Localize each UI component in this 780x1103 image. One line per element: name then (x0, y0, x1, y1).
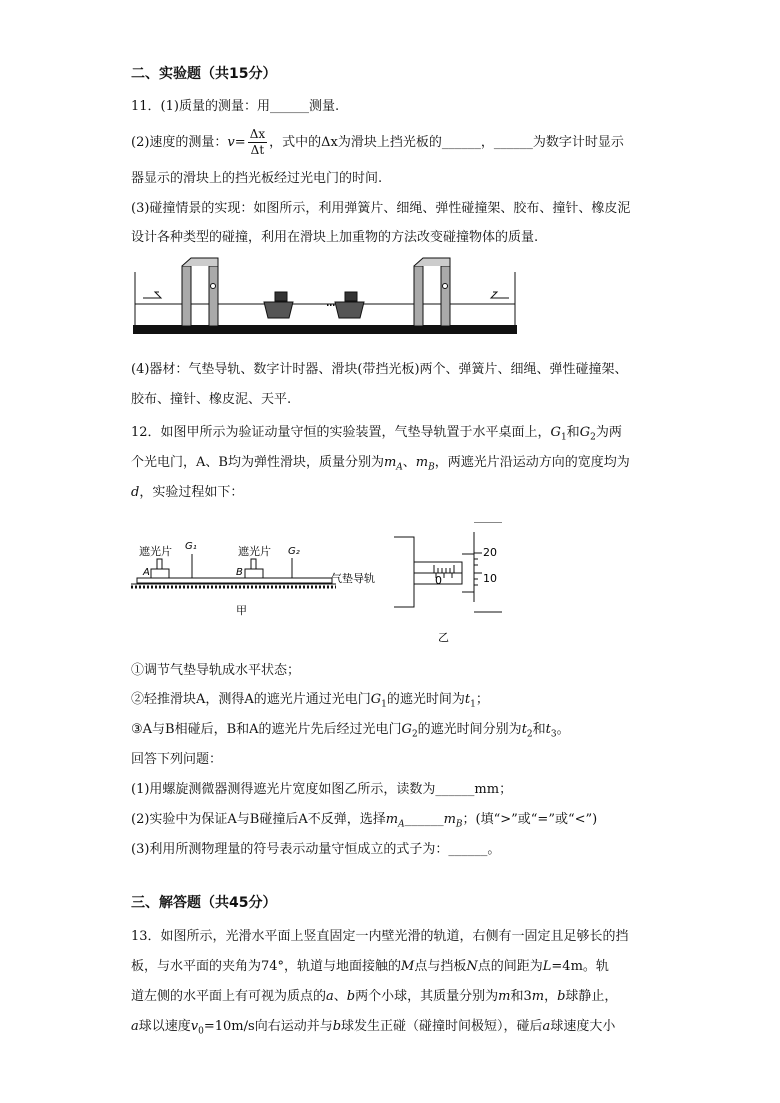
q13-l2d: =4m。轨 (551, 959, 609, 974)
q11-line-6: (4)器材：气垫导轨、数字计时器、滑块(带挡光板)两个、弹簧片、细绳、弹性碰撞架、 (131, 362, 628, 377)
q12-step-1: ①调节气垫导轨成水平状态； (131, 663, 301, 678)
q11-line-1: 11．(1)质量的测量：用______测量. (131, 99, 340, 114)
q12-step-3 (131, 721, 651, 744)
var-d: d (131, 485, 140, 500)
var-mb-a2: m (443, 812, 456, 827)
micrometer-frame (394, 537, 414, 607)
q13-l2c: 点的间距为 (477, 959, 543, 974)
s2a: ②轻推滑块A，测得A的遮光片通过光电门 (131, 692, 371, 707)
fraction-denominator: Δt (250, 143, 265, 157)
q13-l3e: ， (544, 989, 558, 1004)
var-b2: b (557, 989, 566, 1004)
slider-right (335, 292, 364, 318)
q12-l1a: 12．如图甲所示为验证动量守恒的实验装置，气垫导轨置于水平桌面上， (131, 425, 551, 440)
sleeve-label-0: 0 (435, 574, 442, 587)
q13-l2a: 板，与水平面的夹角为74°，轨道与地面接触的 (131, 959, 402, 974)
q12-answer-2 (131, 811, 651, 834)
q12-l3: ，实验过程如下： (139, 485, 244, 500)
q13-l3a: 道左侧的水平面上有可视为质点的 (131, 989, 327, 1004)
label-b: B (236, 567, 243, 578)
answer-blank[interactable]: ______ (404, 812, 444, 827)
var-g1: G (550, 425, 561, 440)
var-v0: v (190, 1019, 199, 1034)
q12-step-2 (131, 691, 651, 714)
air-track-collision-figure (131, 254, 523, 340)
thimble-label-10: 10 (483, 572, 497, 585)
q11-line-5: 设计各种类型的碰撞，利用在滑块上加重物的方法改变碰撞物体的质量. (131, 230, 539, 245)
eq-sign: = (234, 135, 246, 150)
slider-b (245, 559, 263, 578)
var-ma: m (383, 455, 397, 470)
caption-jia: 甲 (236, 604, 247, 617)
thimble-label-20: 20 (483, 546, 497, 559)
q11-line-7: 胶布、撞针、橡皮泥、天平. (131, 392, 292, 407)
label-shield-b: 遮光片 (238, 545, 271, 558)
a2b: ；(填“>”或“=”或“<”) (462, 812, 598, 827)
q13-l4b: =10m/s向右运动并与 (203, 1019, 333, 1034)
var-t1: t (464, 692, 471, 707)
q12-l1b: 为两 (595, 425, 622, 440)
var-n-point: N (466, 959, 478, 974)
q12-line-1 (131, 424, 651, 447)
figure-yi-micrometer (394, 522, 514, 646)
label-a: A (143, 567, 150, 578)
var-g2-s3: G (401, 722, 412, 737)
section-3-title: 三、解答题（共45分） (131, 895, 277, 911)
q12-answer-3: (3)利用所测物理量的符号表示动量守恒成立的式子为：______。 (131, 842, 501, 857)
var-m: m (498, 989, 511, 1004)
t1-sub: 1 (470, 699, 476, 710)
q12-line-2 (131, 454, 651, 477)
ma-sub-a2: A (398, 819, 405, 830)
mb-subscript: B (428, 462, 435, 473)
thimble-ticks (474, 553, 482, 585)
q11-l2b: ，式中的Δx为滑块上挡光板的______，______为数字计时显示 (269, 135, 624, 150)
var-m2: m (531, 989, 545, 1004)
s2b: 的遮光时间为 (386, 692, 465, 707)
q13-l4c: 球发生正碰（碰撞时间极短），碰后 (341, 1019, 543, 1034)
slider-a (151, 559, 169, 578)
t2-sub: 2 (526, 729, 533, 740)
var-ma-a2: m (385, 812, 399, 827)
var-a: a (326, 989, 334, 1004)
label-g1: G₁ (185, 541, 197, 552)
label-air-track: 气垫导轨 (331, 572, 375, 585)
var-mb: m (415, 455, 429, 470)
section-2-title: 二、实验题（共15分） (131, 66, 277, 82)
t3-sub: 3 (550, 729, 557, 740)
air-track-rail (137, 578, 332, 583)
q13-l3f: 球静止， (565, 989, 618, 1004)
q13-line-2 (131, 958, 651, 975)
q12-l2b: ，两遮光片沿运动方向的宽度均为 (434, 455, 630, 470)
q13-l2b: 点与挡板 (414, 959, 467, 974)
var-a4: a (542, 1019, 551, 1034)
q11-line-2 (131, 126, 651, 160)
g2-subscript: 2 (590, 432, 596, 443)
q13-l3d: 和3 (510, 989, 532, 1004)
s2c: ； (475, 692, 489, 707)
var-t3: t (545, 722, 551, 737)
s3-and: 和 (532, 722, 546, 737)
q12-line-3 (131, 484, 651, 501)
q13-l3b: 、 (333, 989, 347, 1004)
slider-left (264, 292, 293, 318)
a2a: (2)实验中为保证A与B碰撞后A不反弹，选择 (131, 812, 386, 827)
label-g2: G₂ (288, 546, 300, 557)
var-g1-s2: G (370, 692, 382, 707)
g1-subscript: 1 (560, 432, 567, 443)
s3b: 的遮光时间分别为 (417, 722, 522, 737)
ma-subscript: A (396, 462, 403, 473)
q11-line-4: (3)碰撞情景的实现：如图所示，利用弹簧片、细绳、弹性碰撞架、胶布、撞针、橡皮泥 (131, 201, 631, 216)
var-v: v (227, 135, 235, 150)
v0-sub: 0 (198, 1026, 204, 1037)
q13-line-3 (131, 988, 651, 1005)
var-b: b (346, 989, 356, 1004)
q13-l4a: 球以速度 (138, 1019, 191, 1034)
g2-sub-s3: 2 (411, 729, 418, 740)
s3c: 。 (556, 722, 570, 737)
q13-line-4 (131, 1018, 651, 1041)
var-m-point: M (401, 959, 415, 974)
q11-line-3: 器显示的滑块上的挡光板经过光电门的时间. (131, 171, 383, 186)
mb-sub-a2: B (455, 819, 463, 830)
fraction-numerator: Δx (249, 127, 266, 141)
g1-sub-s2: 1 (381, 699, 387, 710)
var-L: L (542, 959, 552, 974)
q12-answer-1: (1)用螺旋测微器测得遮光片宽度如图乙所示，读数为______mm； (131, 782, 513, 797)
var-a3: a (131, 1019, 139, 1034)
fraction-dx-dt (248, 127, 267, 158)
caption-yi: 乙 (438, 631, 449, 644)
left-spring-clip (143, 292, 161, 298)
right-spring-clip (491, 292, 509, 298)
q13-l4d: 球速度大小 (550, 1019, 616, 1034)
var-t2: t (521, 722, 527, 737)
thimble-outline (474, 522, 502, 612)
q12-and: 和 (566, 425, 580, 440)
q12-ask: 回答下列问题： (131, 752, 223, 767)
s3a: ③A与B相碰后，B和A的遮光片先后经过光电门 (131, 722, 402, 737)
var-b3: b (332, 1019, 342, 1034)
q12-l2a: 个光电门，A、B均为弹性滑块，质量分别为 (131, 455, 384, 470)
left-photogate (182, 258, 218, 326)
q11-l2a: (2)速度的测量： (131, 135, 228, 150)
q13-line-1: 13．如图所示，光滑水平面上竖直固定一内壁光滑的轨道，右侧有一固定且足够长的挡 (131, 929, 629, 944)
q13-l3c: 两个小球，其质量分别为 (355, 989, 499, 1004)
figure-jia-air-track (131, 530, 393, 622)
micrometer-thimble (462, 554, 474, 592)
q12-sep: 、 (402, 455, 416, 470)
right-photogate (414, 258, 450, 326)
label-shield-a: 遮光片 (139, 545, 172, 558)
var-g2: G (579, 425, 591, 440)
